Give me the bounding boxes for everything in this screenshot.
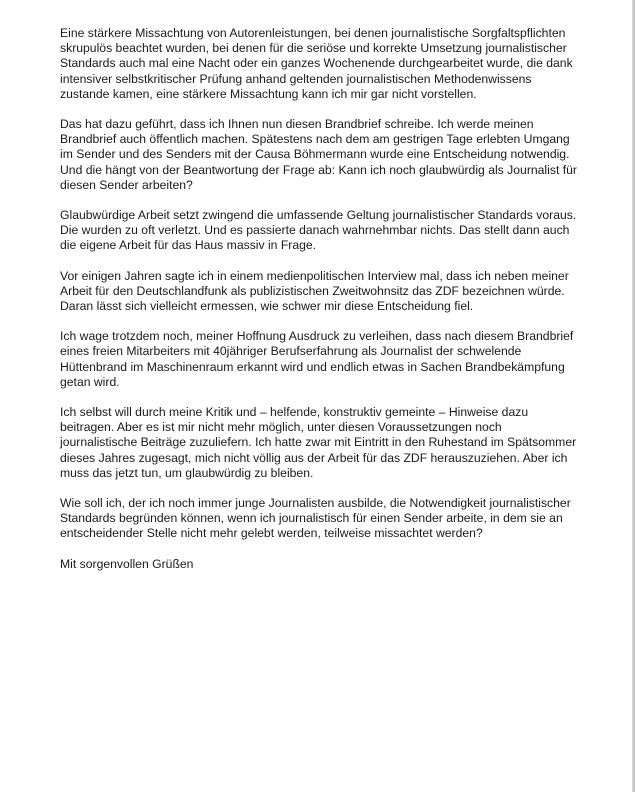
paragraph: Das hat dazu geführt, dass ich Ihnen nun diesen Brandbrief schreibe. Ich werde meinen Brandbrief auch öffentlich machen. Spätestens nach dem am gestrigen Tage erlebten Umgang im Sender und des Senders mit der Causa Böhmermann wurde eine Entscheidung notwendig. Und die hängt von der Beantwortung der Frage ab: Kann ich noch glaubwürdig als Journalist für diesen Sender arbeiten? (60, 117, 577, 192)
closing-line: Mit sorgenvollen Grüßen (60, 556, 194, 571)
paragraph: Ich selbst will durch meine Kritik und – helfende, konstruktiv gemeinte – Hinweise dazu beitragen. Aber es ist mir nicht mehr möglich, unter diesen Voraussetzungen noch journalistische Beiträge zuzuliefern. Ich hatte zwar mit Eintritt in den Ruhestand im Spätsommer dieses Jahres zugesagt, mich nicht völlig aus der Arbeit für das ZDF herauszuziehen. Aber ich muss das jetzt tun, um glaubwürdig zu bleiben. (60, 405, 577, 480)
paragraph: Vor einigen Jahren sagte ich in einem medienpolitischen Interview mal, dass ich neben meiner Arbeit für den Deutschlandfunk als publizistischen Zweitwohnsitz das ZDF bezeichnen würde. Daran lässt sich vielleicht ermessen, wie schwer mir diese Entscheidung fiel. (60, 268, 569, 314)
paragraph: Eine stärkere Missachtung von Autorenleistungen, bei denen journalistische Sorgfaltspflichten skrupulös beachtet wurden, bei denen für die seriöse und korrekte Umsetzung journalistischer Standards auch mal eine Nacht oder ein ganzes Wochenende durchgearbeitet wurde, die dank intensiver selbstkritischer Prüfung anhand geltenden journalistischen Methodenwissens zustande kamen, eine stärkere Missachtung kann ich mir gar nicht vorstellen. (60, 26, 573, 101)
paragraph: Glaubwürdige Arbeit setzt zwingend die umfassende Geltung journalistischer Standards voraus. Die wurden zu oft verletzt. Und es passierte danach wahrnehmbar nichts. Das stellt dann auch die eigene Arbeit für das Haus massiv in Frage. (60, 208, 577, 253)
paragraph: Wie soll ich, der ich noch immer junge Journalisten ausbilde, die Notwendigkeit journalistischer Standards begründen können, wenn ich journalistisch für einen Sender arbeite, in dem sie an entscheidender Stelle nicht mehr gelebt werden, teilweise missachtet werden? (60, 496, 571, 541)
letter-body (60, 26, 580, 587)
paragraph: Ich wage trotzdem noch, meiner Hoffnung Ausdruck zu verleihen, dass nach diesem Brandbrief eines freien Mitarbeiters mit 40jähriger Berufserfahrung als Journalist der schwelende Hüttenbrand im Maschinenraum erkannt wird und endlich etwas in Sachen Brandbekämpfung getan wird. (60, 329, 574, 389)
